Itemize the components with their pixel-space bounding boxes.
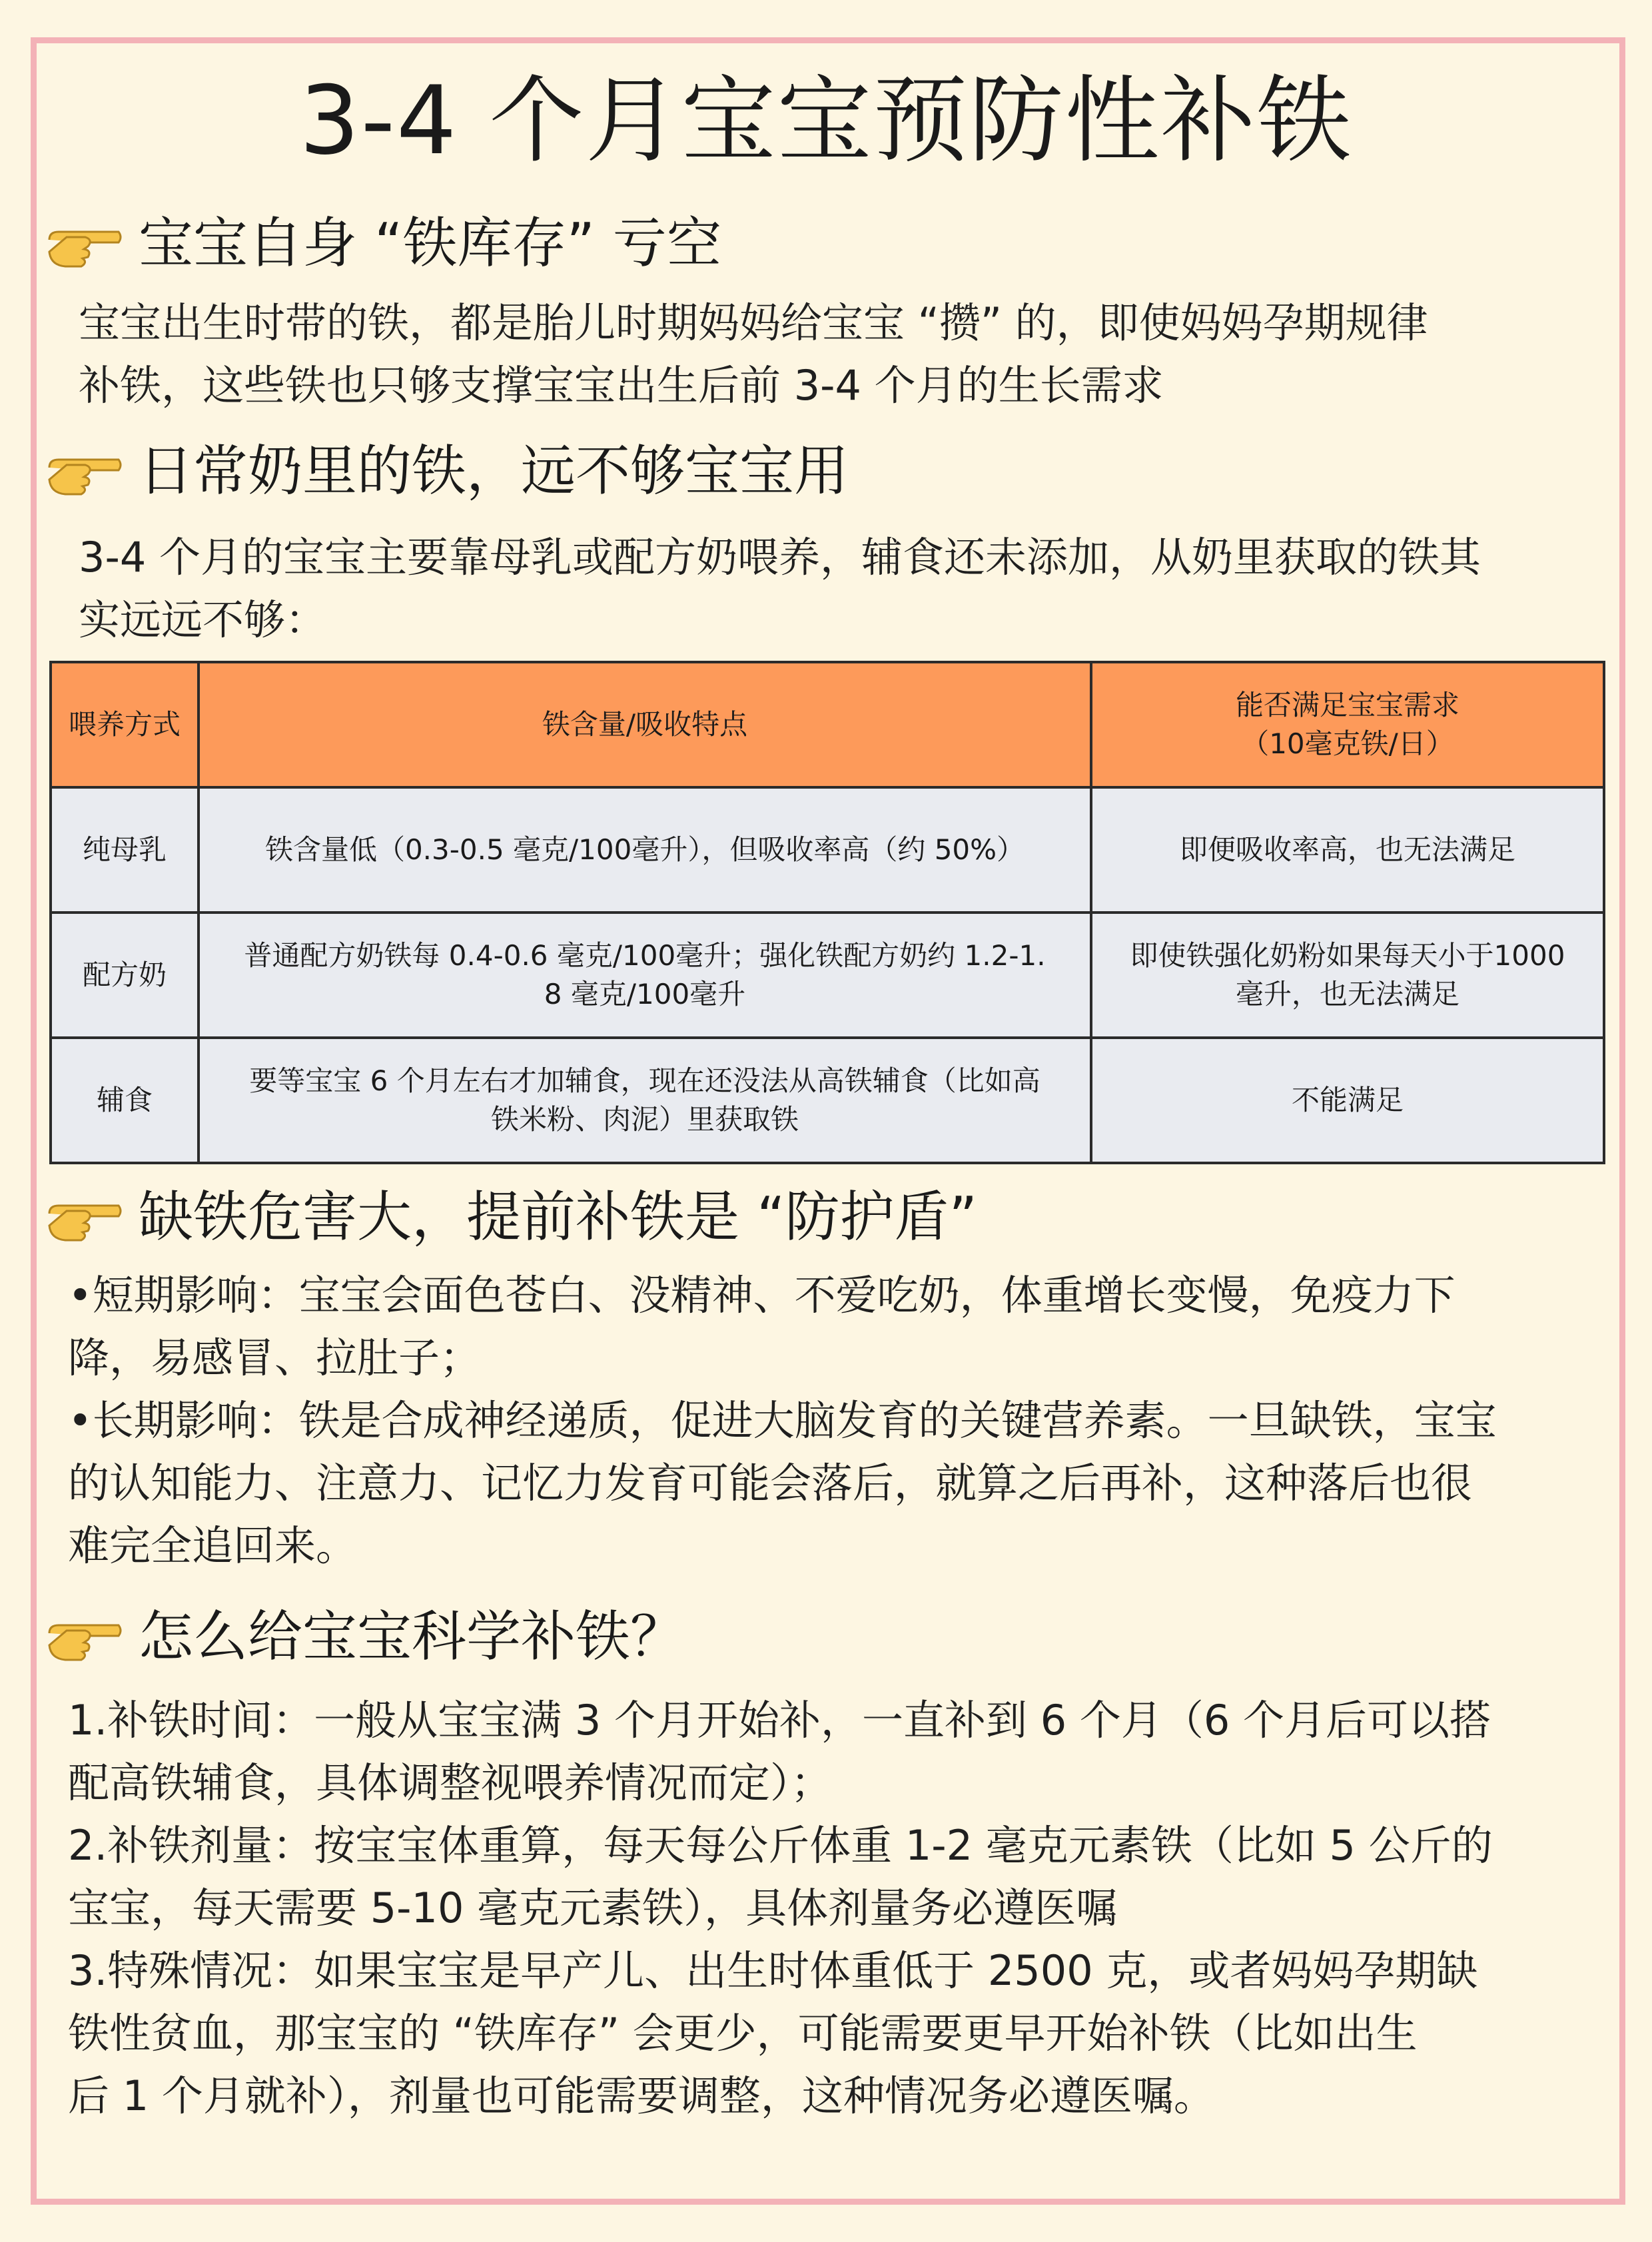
iron-comparison-table xyxy=(49,661,1605,1164)
cell-method: 辅食 xyxy=(51,1038,199,1163)
section-body-milk-iron xyxy=(79,526,1481,651)
body-line: 3-4 个月的宝宝主要靠母乳或配方奶喂养，辅食还未添加，从奶里获取的铁其 xyxy=(79,533,1481,581)
body-line: 难完全追回来。 xyxy=(68,1521,358,1570)
body-line: 宝宝，每天需要 5-10 毫克元素铁），具体剂量务必遵医嘱 xyxy=(68,1884,1118,1932)
section-heading-how-to-supplement xyxy=(47,1597,685,1677)
body-line: 铁性贫血，那宝宝的 “铁库存” 会更少，可能需要更早开始补铁（比如出生 xyxy=(68,2009,1418,2057)
cell-iron: 要等宝宝 6 个月左右才加辅食，现在还没法从高铁辅食（比如高 铁米粉、肉泥）里获取铁 xyxy=(199,1038,1091,1163)
header-meets-need: 能否满足宝宝需求 （10毫克铁/日） xyxy=(1091,662,1604,787)
pointing-hand-icon xyxy=(47,1611,124,1664)
header-iron-content: 铁含量/吸收特点 xyxy=(199,662,1091,787)
body-line: 宝宝出生时带的铁，都是胎儿时期妈妈给宝宝 “攒” 的，即使妈妈孕期规律 xyxy=(79,298,1428,347)
table-header-row xyxy=(51,662,1604,787)
cell-iron: 铁含量低（0.3-0.5 毫克/100毫升），但吸收率高（约 50%） xyxy=(199,787,1091,913)
section-title: 缺铁危害大，提前补铁是 “防护盾” xyxy=(139,1186,978,1249)
body-line: 3.特殊情况：如果宝宝是早产儿、出生时体重低于 2500 克，或者妈妈孕期缺 xyxy=(68,1946,1478,1995)
body-line: •长期影响：铁是合成神经递质，促进大脑发育的关键营养素。一旦缺铁，宝宝 xyxy=(68,1396,1497,1445)
body-line: 后 1 个月就补），剂量也可能需要调整，这种情况务必遵医嘱。 xyxy=(68,2071,1215,2120)
section-body-how-to-supplement xyxy=(68,1689,1493,2127)
pointing-hand-icon xyxy=(47,217,124,270)
pointing-hand-icon xyxy=(47,445,124,498)
section-heading-milk-iron xyxy=(47,432,849,512)
cell-iron: 普通配方奶铁每 0.4-0.6 毫克/100毫升；强化铁配方奶约 1.2-1. 8 毫克/100毫升 xyxy=(199,913,1091,1038)
section-title: 日常奶里的铁，远不够宝宝用 xyxy=(139,440,849,503)
pointing-hand-icon xyxy=(47,1191,124,1244)
body-line: 配高铁辅食，具体调整视喂养情况而定）； xyxy=(68,1758,833,1807)
section-heading-deficiency-harm xyxy=(47,1178,977,1258)
section-heading-iron-storage xyxy=(47,204,721,284)
body-line: •短期影响：宝宝会面色苍白、没精神、不爱吃奶，体重增长变慢，免疫力下 xyxy=(68,1271,1455,1319)
section-body-deficiency-harm xyxy=(68,1264,1497,1577)
page-title: 3-4 个月宝宝预防性补铁 xyxy=(299,66,1353,176)
body-line: 2.补铁剂量：按宝宝体重算，每天每公斤体重 1-2 毫克元素铁（比如 5 公斤的 xyxy=(68,1821,1493,1870)
table-row xyxy=(51,787,1604,913)
cell-enough: 即使铁强化奶粉如果每天小于1000 毫升，也无法满足 xyxy=(1091,913,1604,1038)
cell-method: 配方奶 xyxy=(51,913,199,1038)
cell-enough: 即便吸收率高，也无法满足 xyxy=(1091,787,1604,913)
body-line: 实远远不够： xyxy=(79,595,327,644)
body-line: 1.补铁时间：一般从宝宝满 3 个月开始补，一直补到 6 个月（6 个月后可以搭 xyxy=(68,1696,1491,1744)
section-title: 怎么给宝宝科学补铁？ xyxy=(139,1605,685,1669)
body-line: 补铁，这些铁也只够支撑宝宝出生后前 3-4 个月的生长需求 xyxy=(79,361,1164,410)
table-row xyxy=(51,913,1604,1038)
body-line: 的认知能力、注意力、记忆力发育可能会落后，就算之后再补，这种落后也很 xyxy=(68,1459,1473,1507)
section-body-iron-storage xyxy=(79,292,1428,417)
table-row xyxy=(51,1038,1604,1163)
cell-enough: 不能满足 xyxy=(1091,1038,1604,1163)
header-feeding-method: 喂养方式 xyxy=(51,662,199,787)
cell-method: 纯母乳 xyxy=(51,787,199,913)
body-line: 降，易感冒、拉肚子； xyxy=(68,1333,482,1382)
section-title: 宝宝自身 “铁库存” 亏空 xyxy=(139,212,722,275)
